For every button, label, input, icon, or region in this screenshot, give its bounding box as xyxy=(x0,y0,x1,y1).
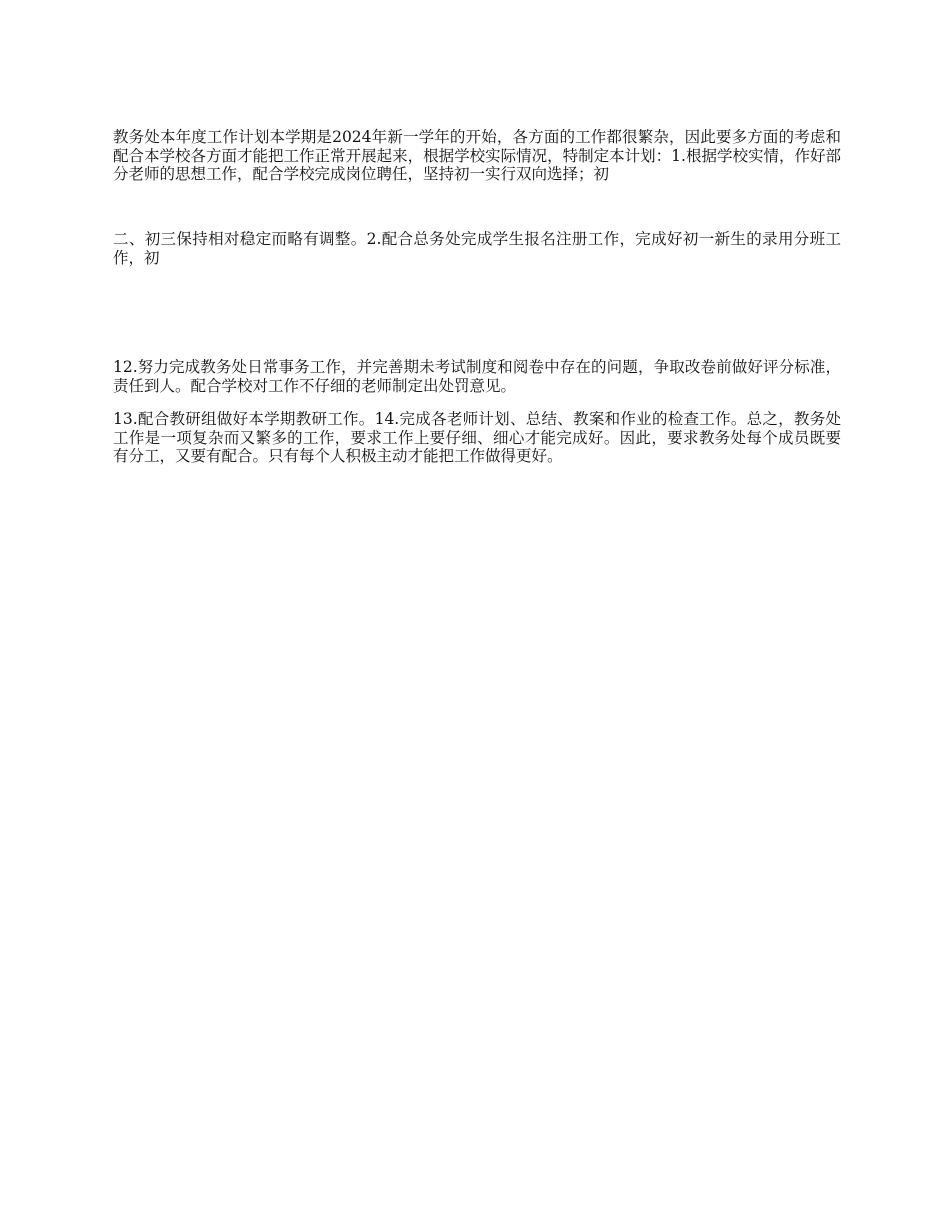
paragraph-registration: 二、初三保持相对稳定而略有调整。2.配合总务处完成学生报名注册工作，完成好初一新生的录用分班工作，初 xyxy=(113,230,841,267)
paragraph-item-13-summary: 13.配合教研组做好本学期教研工作。14.完成各老师计划、总结、教案和作业的检查工作。总之，教务处工作是一项复杂而又繁多的工作，要求工作上要仔细、细心才能完成好。因此，要求教务处每个成员既要有分工，又要有配合。只有每个人积极主动才能把工作做得更好。 xyxy=(113,410,841,465)
paragraph-intro-plan: 教务处本年度工作计划本学期是2024年新一学年的开始，各方面的工作都很繁杂，因此要多方面的考虑和配合本学校各方面才能把工作正常开展起来，根据学校实际情况，特制定本计划：1.根据学校实情，作好部分老师的思想工作，配合学校完成岗位聘任，坚持初一实行双向选择；初 xyxy=(113,128,841,183)
paragraph-item-12: 12.努力完成教务处日常事务工作，并完善期未考试制度和阅卷中存在的问题，争取改卷前做好评分标准，责任到人。配合学校对工作不仔细的老师制定出处罚意见。 xyxy=(113,358,841,395)
